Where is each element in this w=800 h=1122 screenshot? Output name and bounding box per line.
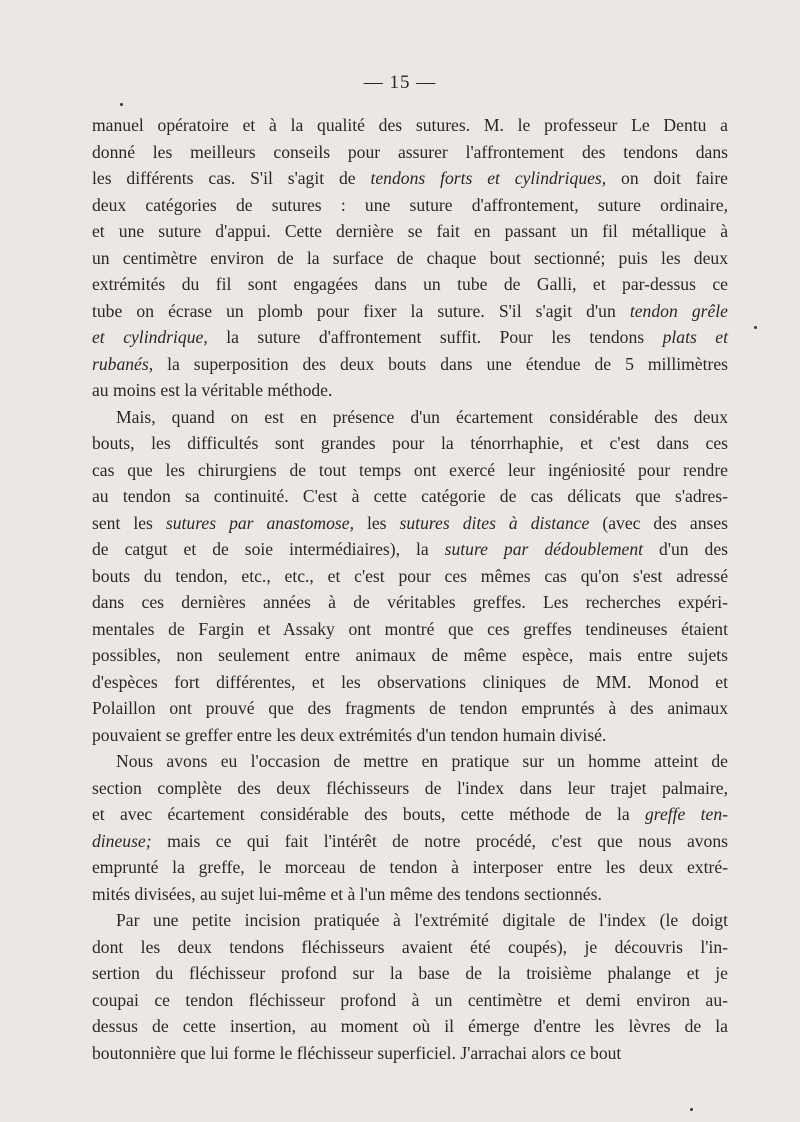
text-run: les différents cas. S'il s'agit de: [92, 168, 371, 188]
italic-run: rubanés,: [92, 353, 154, 374]
text-line: [92, 987, 728, 1014]
text-line: [92, 324, 728, 351]
paragraph: [92, 112, 728, 404]
text-run: mentales de Fargin et Assaky ont montré que ces greffes tendineuses étaient: [92, 618, 728, 639]
paragraph: [92, 404, 728, 749]
text-run: mais ce qui fait l'intérêt de notre procédé, c'est que nous avons: [151, 830, 728, 851]
text-line: [92, 510, 728, 537]
page-number: — 15 —: [363, 72, 437, 93]
text-line: [92, 669, 728, 696]
text-run: tube on écrase un plomb pour fixer la suture. S'il s'agit d'un: [92, 300, 630, 321]
text-line: [92, 218, 728, 245]
text-line: [92, 245, 728, 272]
text-run: dont les deux tendons fléchisseurs avaient été coupés), je découvris l'in-: [92, 936, 728, 957]
text-line: [92, 907, 728, 934]
text-run: bouts, les difficultés sont grandes pour la ténorrhaphie, et c'est dans ces: [92, 433, 728, 453]
text-run: d'un des: [643, 539, 728, 559]
text-line: [92, 536, 728, 563]
italic-run: plats et: [662, 327, 728, 347]
text-line: [92, 616, 728, 643]
text-run: Nous avons eu l'occasion de mettre en pratique sur un homme atteint de: [116, 751, 728, 771]
text-line: [92, 377, 728, 404]
body-text: [92, 112, 728, 1066]
text-line: [92, 192, 728, 219]
text-run: un centimètre environ de la surface de chaque bout sectionné; puis les deux: [92, 247, 728, 268]
text-run: mités divisées, au sujet lui-même et à l'un même des tendons sectionnés.: [92, 883, 602, 904]
text-run: Par une petite incision pratiquée à l'extrémité digitale de l'index (le doigt: [116, 910, 728, 930]
text-line: [92, 351, 728, 378]
text-run: dans ces dernières années à de véritables greffes. Les recherches expéri-: [92, 592, 728, 612]
ink-speck: [120, 103, 123, 106]
text-run: au moins est la véritable méthode.: [92, 380, 333, 400]
text-run: Polaillon ont prouvé que des fragments de tendon empruntés à des animaux: [92, 698, 728, 718]
text-run: et avec écartement considérable des bouts, cette méthode de la: [92, 804, 645, 824]
text-run: dessus de cette insertion, au moment où il émerge d'entre les lèvres de la: [92, 1016, 728, 1036]
text-line: [92, 960, 728, 987]
text-line: [92, 828, 728, 855]
text-run: pouvaient se greffer entre les deux extrémités d'un tendon humain divisé.: [92, 724, 607, 745]
text-run: la suture d'affrontement suffit. Pour les tendons: [207, 327, 663, 347]
text-run: d'espèces fort différentes, et les observations cliniques de MM. Monod et: [92, 671, 728, 692]
ink-speck: [754, 326, 757, 329]
text-line: [92, 881, 728, 908]
italic-run: tendons forts et cylindriques,: [370, 168, 607, 188]
text-run: donné les meilleurs conseils pour assurer l'affrontement des tendons dans: [92, 141, 728, 162]
text-run: au tendon sa continuité. C'est à cette catégorie de cas délicats que s'adres-: [92, 486, 728, 506]
text-run: deux catégories de sutures : une suture d'affrontement, suture ordinaire,: [92, 194, 728, 215]
text-line: [92, 563, 728, 590]
text-line: [92, 271, 728, 298]
text-run: bouts du tendon, etc., etc., et c'est pour ces mêmes cas qu'on s'est adressé: [92, 565, 728, 586]
text-run: extrémités du fil sont engagées dans un tube de Galli, et par-dessus ce: [92, 274, 728, 294]
paragraph: [92, 748, 728, 907]
text-line: [92, 165, 728, 192]
text-line: [92, 457, 728, 484]
text-run: manuel opératoire et à la qualité des sutures. M. le professeur Le Dentu a: [92, 115, 728, 135]
text-line: [92, 934, 728, 961]
text-run: possibles, non seulement entre animaux de même espèce, mais entre sujets: [92, 645, 728, 665]
ink-speck: [690, 1108, 693, 1111]
text-line: [92, 483, 728, 510]
text-line: [92, 748, 728, 775]
text-run: boutonnière que lui forme le fléchisseur superficiel. J'arrachai alors ce bout: [92, 1042, 622, 1063]
text-line: [92, 695, 728, 722]
text-run: sertion du fléchisseur profond sur la base de la troisième phalange et je: [92, 963, 728, 983]
text-line: [92, 404, 728, 431]
italic-run: greffe ten-: [644, 804, 728, 824]
text-run: (avec des anses: [589, 512, 728, 533]
italic-run: sutures par anastomose,: [165, 512, 354, 533]
text-run: emprunté la greffe, le morceau de tendon à interposer entre les deux extré-: [92, 857, 728, 877]
italic-run: et cylindrique,: [92, 327, 208, 347]
text-run: et une suture d'appui. Cette dernière se fait en passant un fil métallique à: [92, 221, 728, 241]
text-line: [92, 775, 728, 802]
text-run: Mais, quand on est en présence d'un écartement considérable des deux: [116, 406, 728, 427]
text-run: cas que les chirurgiens de tout temps ont exercé leur ingéniosité pour rendre: [92, 459, 728, 480]
text-run: de catgut et de soie intermédiaires), la: [92, 539, 445, 559]
text-run: coupai ce tendon fléchisseur profond à un centimètre et demi environ au-: [92, 989, 728, 1010]
text-line: [92, 1040, 728, 1067]
text-line: [92, 801, 728, 828]
text-line: [92, 589, 728, 616]
text-line: [92, 1013, 728, 1040]
text-run: la superposition des deux bouts dans une étendue de 5 millimètres: [153, 353, 728, 374]
text-line: [92, 298, 728, 325]
text-run: section complète des deux fléchisseurs de l'index dans leur trajet palmaire,: [92, 777, 728, 798]
paragraph: [92, 907, 728, 1066]
text-line: [92, 112, 728, 139]
text-run: sent les: [92, 512, 166, 533]
text-line: [92, 139, 728, 166]
italic-run: sutures dites à distance: [399, 512, 590, 533]
text-run: on doit faire: [606, 168, 728, 188]
text-run: les: [353, 512, 400, 533]
text-line: [92, 722, 728, 749]
text-line: [92, 430, 728, 457]
italic-run: tendon grêle: [629, 300, 728, 321]
text-line: [92, 642, 728, 669]
text-line: [92, 854, 728, 881]
italic-run: suture par dédoublement: [444, 539, 644, 559]
italic-run: dineuse;: [92, 830, 152, 851]
